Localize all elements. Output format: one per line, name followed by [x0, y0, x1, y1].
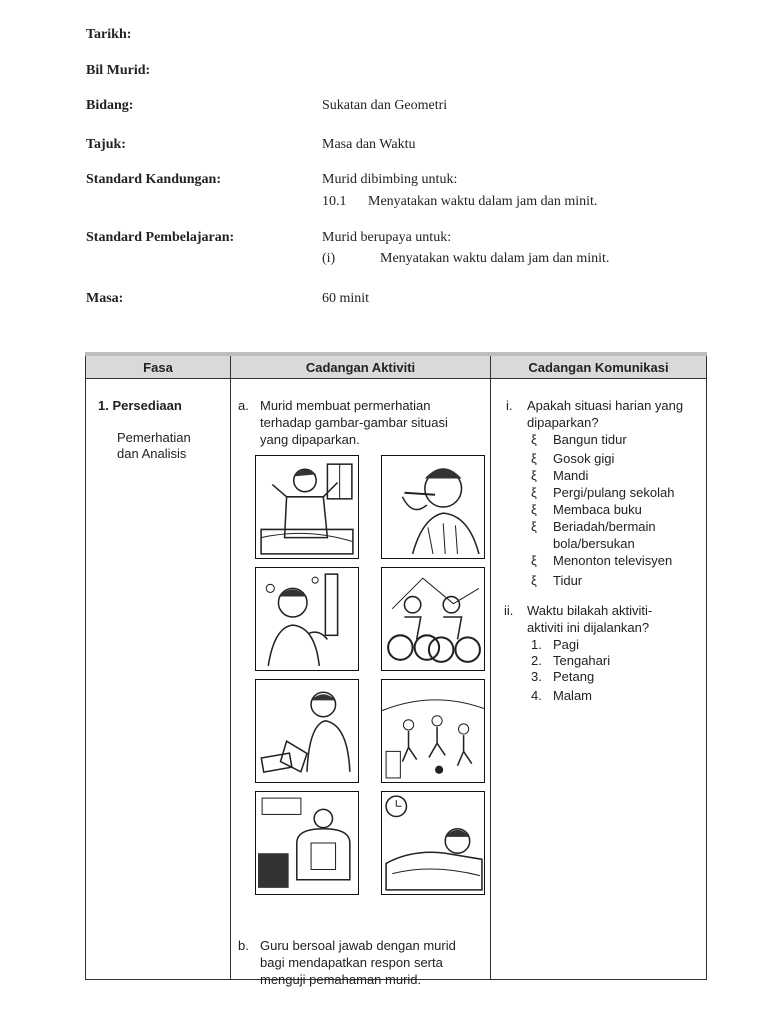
tarikh-label: Tarikh: [86, 27, 132, 42]
tajuk-value: Masa dan Waktu [322, 137, 416, 152]
fasa-cell [86, 379, 231, 980]
illustration-waking-up [255, 455, 359, 559]
komunikasi-cell [491, 379, 707, 980]
masa-value: 60 minit [322, 291, 370, 306]
bullet: ξ [531, 451, 537, 466]
masa-label: Masa: [86, 291, 124, 306]
television-icon [256, 792, 358, 894]
fasa-title: 1. Persediaan [98, 398, 182, 413]
bil-murid-label: Bil Murid: [86, 63, 151, 78]
aktiviti-a-line-2: terhadap gambar-gambar situasi [260, 415, 448, 430]
illustration-reading [255, 679, 359, 783]
bidang-value: Sukatan dan Geometri [322, 98, 448, 113]
waktu-number: 1. [531, 637, 542, 652]
aktiviti-b-marker: b. [238, 938, 249, 953]
waktu-item: Malam [553, 688, 593, 703]
fasa-sub-2: dan Analisis [117, 446, 187, 461]
bullet: ξ [531, 553, 537, 568]
standard-kandungan-intro: Murid dibimbing untuk: [322, 172, 458, 187]
waktu-item: Pagi [553, 637, 580, 652]
situasi-item: Menonton televisyen [553, 553, 673, 568]
aktiviti-b-line-2: bagi mendapatkan respon serta [260, 955, 443, 970]
sleeping-icon [382, 792, 484, 894]
waktu-item: Petang [553, 669, 595, 684]
illustration-cycling [381, 567, 485, 671]
aktiviti-b-line-3: menguji pemahaman murid. [260, 972, 422, 987]
standard-pembelajaran-text: Menyatakan waktu dalam jam dan minit. [380, 251, 610, 266]
fasa-sub-1: Pemerhatian [117, 430, 191, 445]
situasi-item: Pergi/pulang sekolah [553, 485, 675, 500]
bidang-label: Bidang: [86, 98, 134, 113]
komunikasi-i-marker: i. [506, 398, 513, 413]
bullet: ξ [531, 485, 537, 500]
waktu-item: Tengahari [553, 653, 611, 668]
waking-up-icon [256, 456, 358, 558]
standard-kandungan-label: Standard Kandungan: [86, 172, 222, 187]
situasi-item: bola/bersukan [553, 536, 635, 551]
aktiviti-a-line-1: Murid membuat permerhatian [260, 398, 431, 413]
standard-pembelajaran-label: Standard Pembelajaran: [86, 230, 235, 245]
football-icon [382, 680, 484, 782]
reading-icon [256, 680, 358, 782]
situasi-item: Mandi [553, 468, 589, 483]
situasi-item: Beriadah/bermain [553, 519, 656, 534]
bullet: ξ [531, 519, 537, 534]
illustration-sleeping [381, 791, 485, 895]
bullet: ξ [531, 432, 537, 447]
aktiviti-b-line-1: Guru bersoal jawab dengan murid [260, 938, 456, 953]
situasi-item: Bangun tidur [553, 432, 627, 447]
illustration-brushing-teeth [381, 455, 485, 559]
situasi-item: Tidur [553, 573, 583, 588]
brushing-teeth-icon [382, 456, 484, 558]
standard-kandungan-number: 10.1 [322, 194, 347, 209]
bullet: ξ [531, 573, 537, 588]
aktiviti-a-line-3: yang dipaparkan. [260, 432, 360, 447]
standard-pembelajaran-intro: Murid berupaya untuk: [322, 230, 452, 245]
cycling-icon [382, 568, 484, 670]
illustration-playing-football [381, 679, 485, 783]
situasi-item: Membaca buku [553, 502, 642, 517]
header-cadangan-aktiviti: Cadangan Aktiviti [231, 354, 491, 379]
komunikasi-i-line-2: dipaparkan? [527, 415, 599, 430]
bullet: ξ [531, 502, 537, 517]
illustration-bathing [255, 567, 359, 671]
waktu-number: 3. [531, 669, 542, 684]
waktu-number: 4. [531, 688, 542, 703]
illustration-watching-tv [255, 791, 359, 895]
komunikasi-ii-line-2: aktiviti ini dijalankan? [527, 620, 650, 635]
header-fasa: Fasa [86, 354, 231, 379]
header-cadangan-komunikasi: Cadangan Komunikasi [491, 354, 707, 379]
bullet: ξ [531, 468, 537, 483]
komunikasi-ii-marker: ii. [504, 603, 514, 618]
komunikasi-i-line-1: Apakah situasi harian yang [527, 398, 684, 413]
aktiviti-cell [231, 379, 491, 987]
waktu-number: 2. [531, 653, 542, 668]
situasi-item: Gosok gigi [553, 451, 615, 466]
tajuk-label: Tajuk: [86, 137, 126, 152]
standard-pembelajaran-number: (i) [322, 251, 336, 266]
standard-kandungan-text: Menyatakan waktu dalam jam dan minit. [368, 194, 598, 209]
lesson-plan-table [85, 352, 707, 987]
aktiviti-a-marker: a. [238, 398, 249, 413]
bathing-icon [256, 568, 358, 670]
komunikasi-ii-line-1: Waktu bilakah aktiviti- [527, 603, 653, 618]
